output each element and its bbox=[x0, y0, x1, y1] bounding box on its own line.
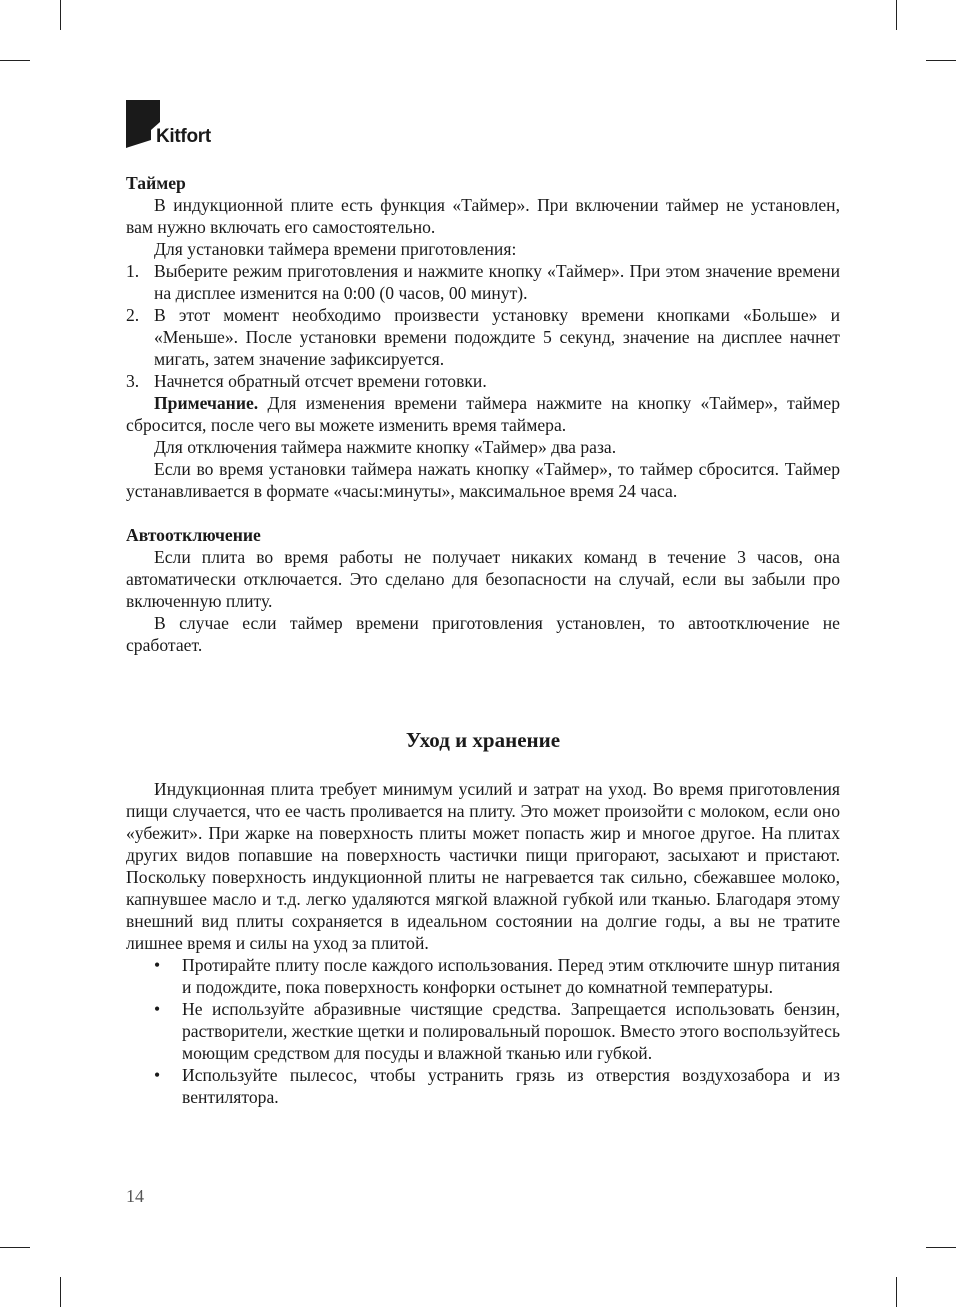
crop-mark bbox=[0, 1247, 30, 1248]
bullet-icon: • bbox=[154, 999, 161, 1019]
timer-note bbox=[126, 392, 840, 436]
list-item bbox=[126, 1064, 840, 1108]
crop-mark bbox=[926, 1247, 956, 1248]
bullet-text: Используйте пылесос, чтобы устранить грязь из отверстия воздухозабора и из вентилятора. bbox=[182, 1065, 840, 1107]
bullet-icon: • bbox=[154, 1065, 161, 1085]
step-number: 3. bbox=[126, 371, 140, 391]
timer-paragraph: В индукционной плите есть функция «Таймер». При включении таймер не установлен, вам нужно включать его самостоятельно. bbox=[126, 195, 840, 237]
bullet-text: Протирайте плиту после каждого использования. Перед этим отключите шнур питания и подождите, пока поверхность конфорки остынет до комнатной температуры. bbox=[182, 955, 840, 997]
crop-mark bbox=[896, 1277, 897, 1307]
list-item bbox=[126, 954, 840, 998]
list-item bbox=[126, 998, 840, 1064]
crop-mark bbox=[60, 0, 61, 30]
auto-off-heading: Автоотключение bbox=[126, 525, 261, 545]
timer-steps bbox=[126, 260, 840, 392]
auto-off-paragraph: Если плита во время работы не получает никаких команд в течение 3 часов, она автоматически отключается. Это сделано для безопасности на случай, если вы забыли про включенную плиту. bbox=[126, 547, 840, 611]
step-text: Начнется обратный отсчет времени готовки. bbox=[154, 371, 487, 391]
timer-heading: Таймер bbox=[126, 173, 186, 193]
crop-mark bbox=[60, 1277, 61, 1307]
list-item bbox=[126, 304, 840, 370]
crop-mark bbox=[926, 60, 956, 61]
crop-mark bbox=[896, 0, 897, 30]
page-content bbox=[126, 172, 840, 1108]
step-text: В этот момент необходимо произвести установку времени кнопками «Больше» и «Меньше». После установки времени подождите 5 секунд, значение на дисплее начнет мигать, затем значение зафиксируется. bbox=[154, 305, 840, 369]
brand-name: Kitfort bbox=[156, 126, 211, 147]
care-bullets bbox=[126, 954, 840, 1108]
care-heading: Уход и хранение bbox=[405, 728, 561, 752]
logo-mark-icon bbox=[126, 100, 160, 150]
page-number: 14 bbox=[126, 1186, 144, 1206]
timer-paragraph: Если во время установки таймера нажать кнопку «Таймер», то таймер сбросится. Таймер устанавливается в формате «часы:минуты», максимальное время 24 часа. bbox=[126, 459, 840, 501]
timer-paragraph: Для отключения таймера нажмите кнопку «Таймер» два раза. bbox=[154, 437, 617, 457]
brand-logo bbox=[126, 100, 246, 150]
step-number: 2. bbox=[126, 305, 140, 325]
list-item bbox=[126, 370, 840, 392]
crop-mark bbox=[0, 60, 30, 61]
auto-off-paragraph: В случае если таймер времени приготовления установлен, то автоотключение не сработает. bbox=[126, 613, 840, 655]
step-text: Выберите режим приготовления и нажмите кнопку «Таймер». При этом значение времени на дисплее изменится на 0:00 (0 часов, 00 минут). bbox=[154, 261, 840, 303]
bullet-text: Не используйте абразивные чистящие средства. Запрещается использовать бензин, растворители, жесткие щетки и полировальный порошок. Вместо этого воспользуйтесь моющим средством для посуды и влажной тканью или губкой. bbox=[182, 999, 840, 1063]
care-paragraph: Индукционная плита требует минимум усилий и затрат на уход. Во время приготовления пищи случается, что ее часть проливается на плиту. Это может произойти с молоком, если оно «убежит». При жарке на поверхность плиты может попасть жир и многое другое. На плитах других видов попавшие на поверхность частички пищи пригорают, засыхают и пристают. Поскольку поверхность индукционной плиты не нагревается так сильно, сбежавшее молоко, капнувшее масло и т.д. легко удаляются мягкой влажной губкой или тканью. Благодаря этому внешний вид плиты сохраняется в идеальном состоянии на долгие годы, а вы не тратите лишнее время и силы на уход за плитой. bbox=[126, 779, 840, 953]
step-number: 1. bbox=[126, 261, 140, 281]
note-label: Примечание. bbox=[154, 393, 259, 413]
list-item bbox=[126, 260, 840, 304]
timer-paragraph: Для установки таймера времени приготовления: bbox=[154, 239, 517, 259]
note-text: Для изменения времени таймера нажмите на кнопку «Таймер», таймер сбросится, после чего вы можете изменить время таймера. bbox=[126, 393, 840, 435]
bullet-icon: • bbox=[154, 955, 161, 975]
